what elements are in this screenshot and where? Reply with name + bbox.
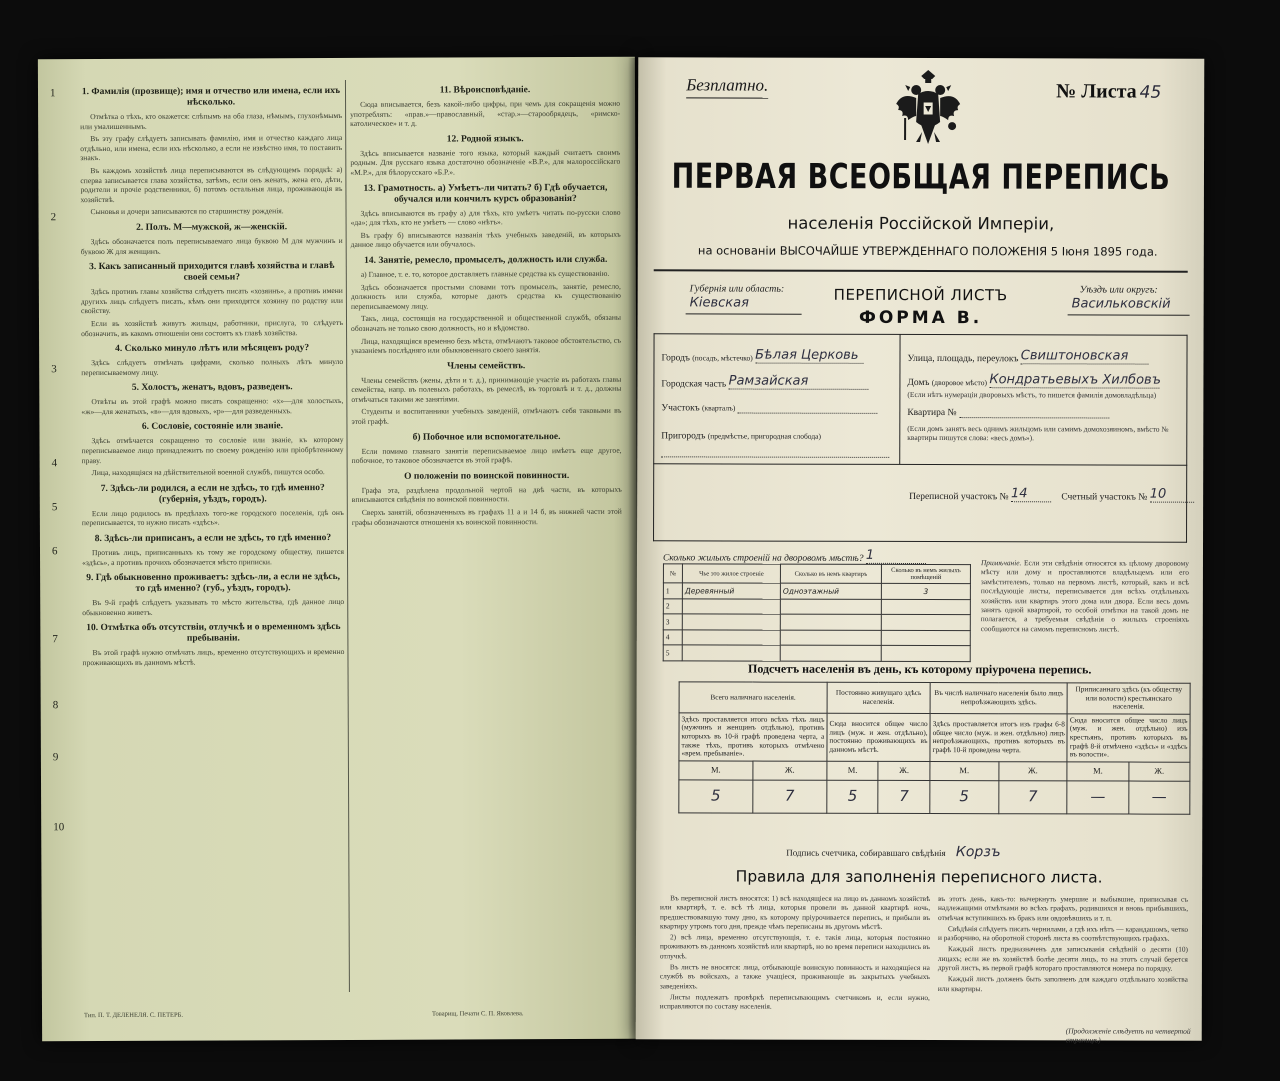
row-number: 3 — [663, 614, 682, 630]
header-cell: Въ числѣ наличнаго населенія было лицъ непроѣзжающихъ здѣсь. — [930, 683, 1067, 714]
form-title: ФОРМА В. — [858, 307, 983, 329]
paragraph: Въ этой графѣ нужно отмѣчать лицъ, временно отсутствующихъ и временно проживающихъ въ данномъ мѣстѣ. — [82, 647, 345, 668]
buildings-question — [663, 547, 926, 564]
count-cell[interactable]: 7 — [878, 780, 930, 813]
header-cell: Чье это жилое строеніе — [682, 564, 780, 583]
header-cell: Постоянно живущаго здѣсь населенія. — [827, 682, 930, 713]
house-note: (дворовое мѣсто) — [931, 378, 987, 388]
paragraph: Здѣсь вписывается названіе того языка, который каждый считаетъ своимъ родным. Для русскаго языка достаточно обозначеніе «В.Р.», для малороссійскаго «М.Р.», для бѣлорусскаго «Б.Р.». — [350, 147, 621, 177]
sex-label: Ж. — [998, 761, 1067, 780]
note-label: Примѣчаніе. — [980, 558, 1022, 568]
sex-label: Ж. — [753, 761, 827, 780]
city-field — [661, 347, 863, 364]
row-number: 4 — [663, 629, 682, 645]
rules-column-2 — [938, 894, 1188, 996]
suburb-label: Пригородъ — [661, 431, 706, 442]
signature-value[interactable]: Корзъ — [955, 844, 1001, 861]
page-subtitle: населенія Россійской Имперіи, — [787, 213, 1055, 234]
section-title: 5. Холостъ, женатъ, вдовъ, разведенъ. — [131, 382, 293, 394]
sheet-number-label: № Листа — [1056, 80, 1137, 103]
printer-imprint: Тип. П. Т. ДЕЛЕНЕЛЯ. С. ПЕТЕРБ. — [84, 1011, 184, 1020]
apartment-field — [907, 408, 1109, 419]
house-value: Кондратьевыхъ Хилбовъ — [989, 372, 1161, 388]
street-label: Улица, площадь, переулокъ — [907, 353, 1019, 365]
sheet-number-value: 45 — [1139, 82, 1162, 103]
suburb-input-line[interactable] — [661, 447, 889, 458]
paragraph: Лица, находящіяся на дѣйствительной военной службѣ, пишутся особо. — [91, 467, 325, 478]
count-cell[interactable]: 7 — [753, 780, 827, 813]
continued-note: (Продолженіе слѣдуетъ на четвертой страницѣ) — [1065, 1026, 1191, 1045]
margin-column-numbers — [50, 87, 76, 993]
owner-cell[interactable] — [682, 629, 780, 645]
count-cell[interactable]: 7 — [998, 780, 1067, 813]
street-value: Свиштоновская — [1020, 348, 1129, 364]
census-district-input[interactable] — [1011, 486, 1051, 502]
frame-right — [1186, 335, 1188, 543]
paragraph: Здѣсь вписываются въ графу а) для тѣхъ, кто умѣетъ читать по-русски слово «да»; для тѣхъ, кто не умѣетъ — слово «нѣтъ». — [350, 207, 621, 228]
count-cell[interactable]: 5 — [827, 780, 879, 813]
table-row — [663, 583, 970, 599]
paragraph: Лица, находящіяся временно безъ мѣста, отмѣчаютъ таковое обстоятельство, съ указаніемъ послѣдняго или обыкновеннаго своего занятія. — [351, 335, 622, 356]
section-title: 11. Вѣроисповѣданіе. — [439, 85, 531, 96]
suburb-note: (предмѣстье, пригородная слобода) — [707, 431, 821, 441]
buildings-input[interactable] — [866, 548, 926, 564]
count-district-value: 10 — [1149, 486, 1167, 502]
section-6 — [81, 421, 343, 478]
margin-number: 2 — [50, 211, 57, 224]
left-page — [38, 57, 639, 1042]
description-cell: Сюда вносится общее число лицъ (муж. и жен. отдѣльно), постоянно проживающихъ въ данномъ мѣстѣ. — [827, 713, 930, 761]
paragraph: Отмѣтка о тѣхъ, кто окажется: слѣпымъ на оба глаза, нѣмымъ, глухонѣмымъ или умалишеннымъ. — [80, 110, 343, 131]
paragraph: Здѣсь противъ главы хозяйства слѣдуетъ писать «хозяинъ», а противъ имени другихъ лицъ слѣдуетъ писать, кѣмъ они приходятся хозяину по родству или свойству. — [80, 286, 343, 316]
section-3 — [81, 261, 343, 338]
table-row — [679, 761, 1190, 781]
margin-number: 4 — [51, 457, 58, 470]
table-row — [663, 629, 970, 645]
rule-paragraph: Каждый листъ долженъ быть заполненъ для каждаго отдѣльнаго хозяйства или квартиры. — [937, 974, 1188, 993]
section-13 — [350, 182, 620, 250]
section-14 — [351, 255, 621, 356]
paragraph: Въ 9-й графѣ слѣдуетъ указывать то мѣсто жительства, гдѣ данное лицо обыкновенно живетъ. — [82, 597, 345, 617]
buildings-value: 1 — [865, 547, 875, 563]
rule-paragraph: Въ переписной листъ вносятся: 1) всѣ находящіеся на лицо въ данномъ хозяйствѣ или квартирѣ, т. е. всѣ тѣ лица, которыя провели въ данной квартирѣ ночь, предшествовавшую тому дню, къ которому пріурочивается перепись, и прибыли въ квартиру утромъ того дня, прежде чѣмъ переписаны въ другомъ мѣстѣ. — [660, 893, 931, 931]
free-of-charge-label: Безплатно. — [686, 75, 768, 98]
count-cell[interactable]: 5 — [930, 780, 999, 813]
paragraph: Сверхъ занятій, обозначенныхъ въ графахъ 11 а и 14 б, въ нижней части этой графы обозначаются отношенія къ воинской повинности. — [351, 506, 622, 527]
sex-label: Ж. — [1129, 762, 1190, 781]
district-input[interactable] — [738, 413, 878, 414]
section-title: 14. Занятіе, ремесло, промыселъ, должность или служба. — [364, 254, 608, 266]
divider — [654, 333, 1188, 335]
paragraph: Въ эту графу слѣдуетъ записывать фамилію, имя и отчество каждаго лица отдѣльно, или имена, если ихъ нѣсколько, а если не извѣстно имя, то поставить знакъ. — [80, 133, 343, 163]
margin-number: 10 — [53, 821, 65, 834]
section-title: 13. Грамотность. а) Умѣетъ-ли читать? б) Гдѣ обучается, обучался или кончилъ курсъ образованія? — [363, 182, 608, 205]
census-district-label: Переписной участокъ № — [909, 491, 1009, 503]
table-header — [679, 682, 1190, 714]
owner-cell[interactable] — [682, 614, 780, 630]
paragraph: Студенты и воспитанники учебныхъ заведеній, отмѣчаютъ себя таковыми въ этой графѣ. — [351, 406, 622, 427]
table-row — [663, 645, 970, 661]
section-9 — [82, 572, 344, 617]
paragraph: Въ каждомъ хозяйствѣ лица переписываются въ слѣдующемъ порядкѣ: а) сперва записывается глава хозяйства, затѣмъ, если онъ женатъ, жена его, дѣти, родители и прочіе родственники, б) потомъ остальныя лица, проживающія въ хозяйствѣ. — [80, 164, 343, 204]
header-cell: Всего наличнаго населенія. — [679, 682, 827, 713]
material-cell[interactable] — [780, 614, 881, 630]
row-number: 1 — [663, 583, 682, 599]
row-number: 5 — [663, 645, 682, 661]
section-title: 1. Фамилія (прозвище); имя и отчество или имена, если ихъ нѣсколько. — [81, 85, 341, 108]
divider — [653, 463, 1187, 465]
frame-left — [653, 333, 655, 541]
section-12 — [350, 134, 620, 178]
buildings-table — [663, 563, 971, 661]
header-cell: № — [663, 564, 682, 583]
house-field — [907, 372, 1159, 389]
paragraph: Противъ лицъ, приписанныхъ къ тому же городскому обществу, пишется «здѣсь», а противъ прочихъ обозначается мѣсто приписки. — [82, 547, 345, 567]
house-help: (Если нѣтъ нумераціи дворовыхъ мѣстъ, то пишется фамилія домовладѣльца) — [907, 389, 1157, 400]
city-value: Бѣлая Церковь — [755, 347, 859, 363]
section-2 — [81, 222, 343, 256]
section-title: 12. Родной языкъ. — [446, 133, 524, 145]
double-headed-eagle-icon — [894, 70, 962, 160]
count-cell[interactable]: — — [1067, 781, 1128, 814]
count-cell[interactable] — [881, 630, 970, 646]
rules-column-1 — [660, 893, 930, 1013]
rules-title: Правила для заполненія переписного листа. — [735, 867, 1103, 887]
count-cell[interactable] — [881, 599, 970, 615]
header-cell: Сколько въ немъ квартиръ — [780, 564, 881, 583]
signature-label: Подпись счетчика, собиравшаго свѣдѣнія — [786, 847, 946, 859]
header-cell: Сколько въ немъ жилыхъ помѣщеній — [881, 564, 970, 583]
sheet-number — [1056, 80, 1161, 103]
rule-paragraph: 2) всѣ лица, временно отсутствующія, т. е. такія лица, которыя постоянно проживаютъ въ данномъ хозяйствѣ или квартирѣ, но во время переписи находились въ отлучкѣ. — [659, 932, 930, 961]
section-title: 10. Отмѣтка объ отсутствіи, отлучкѣ и о временномъ здѣсь пребываніи. — [86, 622, 341, 645]
apartment-label: Квартира № — [907, 407, 957, 419]
margin-number: 3 — [51, 363, 57, 376]
census-district-field — [909, 486, 1194, 503]
census-district-value: 14 — [1010, 486, 1028, 502]
part-input[interactable] — [729, 373, 869, 389]
owner-cell[interactable]: Деревянный — [682, 583, 780, 599]
uezd-value[interactable]: Васильковскій — [1068, 296, 1190, 315]
paragraph: Отвѣты въ этой графѣ можно писать сокращенно: «х»—для холостыхъ, «ж»—для женатыхъ, «в»—для вдовыхъ, «р»—для разведенныхъ. — [81, 396, 344, 416]
margin-number: 5 — [51, 501, 58, 514]
rule-paragraph: Въ листъ не вносятся: лица, отбывающіе воинскую повинность и находящіеся на службѣ въ войскахъ, а также учащіеся, проживающіе въ закрытыхъ учебныхъ заведеніяхъ. — [659, 962, 930, 991]
house-label: Домъ — [907, 377, 930, 389]
paragraph: Если лицо родилось въ предѣлахъ того-же городского поселенія, гдѣ онъ переписывается, то нужно писать «здѣсь». — [81, 507, 344, 528]
sex-label: М. — [827, 761, 879, 780]
material-cell[interactable] — [780, 630, 881, 646]
printer-imprint-2: Товарищ. Печати С. П. Яковлева. — [432, 1010, 524, 1018]
province-label: Губернія или область: — [689, 283, 785, 295]
paragraph: Здѣсь слѣдуетъ отмѣчать цифрами, сколько полныхъ лѣтъ минуло переписываемому лицу. — [81, 357, 344, 377]
section-11 — [350, 85, 620, 129]
divider — [654, 269, 1188, 272]
part-label: Городская часть — [661, 379, 727, 390]
material-cell[interactable] — [780, 645, 881, 661]
paragraph: Графа эта, раздѣлена продольной чертой на двѣ части, въ которыхъ вписываются свѣдѣнія по воинской повинности. — [351, 484, 622, 505]
section-title: 7. Здѣсь-ли родился, а если не здѣсь, то гдѣ именно? (губернія, уѣздъ, городъ). — [100, 482, 325, 505]
paragraph: Сюда вписывается, безъ какой-либо цифры, при чемъ для сокращенія можно употреблять: «прав.»—православный, «стар.»—старообрядецъ, «римско-католическое» и т. д. — [350, 98, 621, 129]
section-10 — [82, 622, 344, 667]
right-page — [636, 57, 1205, 1045]
section-title: 4. Сколько минуло лѣтъ или мѣсяцевъ роду? — [115, 343, 310, 355]
sex-label: М. — [930, 761, 999, 780]
buildings-label: Сколько жилыхъ строеній на дворовомъ мѣстѣ? — [662, 553, 864, 564]
street-field — [907, 348, 1148, 365]
count-cell[interactable]: 3 — [881, 583, 970, 599]
section-title: б) Побочное или вспомогательное. — [412, 431, 561, 443]
suburb-field — [661, 431, 821, 441]
section-title: 9. Гдѣ обыкновенно проживаетъ: здѣсь-ли, а если не здѣсь, то гдѣ именно? (губ., уѣздъ, городъ). — [86, 572, 341, 595]
paragraph: Если помимо главнаго занятія переписываемое лицо имѣетъ еще другое, побочное, то таковое обозначается въ этой графѣ. — [351, 445, 622, 466]
table-row — [663, 614, 970, 630]
section-4 — [81, 343, 343, 377]
description-cell: Здѣсь проставляется итогъ изъ графы 6-8 общее число (муж. и жен. отдѣльно) лицъ непроѣзжающихъ, противъ которыхъ въ графѣ 10-й проведена черта. — [930, 713, 1067, 761]
section-family-members — [351, 360, 621, 426]
margin-number: 8 — [52, 699, 59, 712]
owner-cell[interactable] — [682, 598, 780, 614]
part-field — [661, 373, 868, 390]
street-input[interactable] — [1021, 348, 1149, 364]
sex-label: Ж. — [878, 761, 930, 780]
count-cell[interactable] — [881, 645, 970, 661]
section-title: О положеніи по воинской повинности. — [404, 470, 570, 482]
section-secondary-occupation — [351, 431, 621, 465]
rule-paragraph: въ этотъ день, какъ-то: вычеркнуть умершие и выбывшие, приписывая съ надлежащими отмѣтками во всѣхъ графахъ, родившихся и вновь прибывшихъ, отмѣчая вступившихъ въ бракъ или овдовѣвшихъ и т. п. — [938, 894, 1189, 923]
population-count-table — [678, 681, 1190, 814]
instructions-column-2 — [350, 79, 624, 992]
count-title: Подсчетъ населенія въ день, къ которому пріурочена перепись. — [747, 661, 1092, 677]
section-title: Члены семействъ. — [447, 360, 526, 372]
table-header — [663, 564, 970, 584]
page-title: ПЕРВАЯ ВСЕОБЩАЯ ПЕРЕПИСЬ — [671, 157, 1171, 198]
province-value[interactable]: Кіевская — [686, 295, 802, 314]
paragraph: Сыновья и дочери записываются по старшинству рожденія. — [90, 206, 284, 217]
frame-middle — [899, 334, 900, 464]
section-military — [352, 471, 622, 528]
owner-cell[interactable] — [682, 645, 780, 661]
description-cell: Здѣсь проставляется итого всѣхъ тѣхъ лицъ (мужчинъ и женщинъ отдѣльно), противъ которыхъ въ 10-й графѣ проведена черта, а также тѣхъ, противъ которыхъ отмѣчено «врем. пребываніе». — [679, 713, 827, 761]
sheet-title: ПЕРЕПИСНОЙ ЛИСТЪ — [833, 285, 1008, 305]
sex-label: М. — [679, 761, 753, 780]
paragraph: Такъ, лица, состоящія на государственной и общественной службѣ, обязаны обозначать не только свою должность, но и вѣдомство. — [351, 313, 622, 333]
section-title: 6. Сословіе, состояніе или званіе. — [141, 421, 284, 433]
column-divider — [345, 80, 350, 992]
city-note: (посадъ, мѣстечко) — [692, 353, 753, 363]
house-input[interactable] — [989, 372, 1159, 388]
table-row — [679, 780, 1190, 814]
paragraph: Здѣсь обозначается простыми словами тотъ промыселъ, занятіе, ремесло, должность или служба, которые даютъ средства къ существованію переписываемому лицу. — [350, 281, 621, 311]
count-district-input[interactable] — [1150, 487, 1194, 503]
legal-basis: на основаніи ВЫСОЧАЙШЕ УТВЕРЖДЕННАГО ПОЛОЖЕНІЯ 5 Іюня 1895 года. — [697, 243, 1158, 259]
paragraph: Въ графу б) вписываются названія тѣхъ учебныхъ заведеній, въ которыхъ данное лицо обучается или обучалось. — [350, 229, 621, 250]
paragraph: а) Главное, т. е. то, которое доставляетъ главные средства къ существованію. — [360, 268, 610, 279]
count-cell[interactable]: — — [1128, 781, 1189, 814]
count-district-label: Счетный участокъ № — [1061, 492, 1148, 503]
district-label: Участокъ — [661, 403, 700, 414]
paragraph: Здѣсь обозначается полъ переписываемаго лица буквою М для мужчинъ и буквою Ж для женщинъ. — [80, 235, 343, 256]
frame-bottom — [653, 540, 1187, 542]
apartment-input[interactable] — [959, 417, 1109, 418]
rule-paragraph: Листы подлежатъ провѣркѣ переписывающимъ счетчикомъ и, если нужно, исправляются по составу населенія. — [659, 992, 930, 1011]
instructions-column-1 — [80, 80, 346, 993]
header-cell: Приписаннаго здѣсь (къ обществу или волости) крестьянскаго населенія. — [1067, 683, 1190, 714]
section-8 — [82, 533, 344, 567]
city-label: Городъ — [661, 353, 690, 364]
paragraph: Если въ хозяйствѣ живутъ жильцы, работники, прислуга, то слѣдуетъ обозначить, въ какомъ отношеніи они состоятъ къ главѣ хозяйства. — [81, 317, 344, 338]
buildings-note — [981, 558, 1189, 634]
count-cell[interactable]: 5 — [679, 780, 753, 813]
margin-number: 9 — [52, 751, 59, 764]
table-row — [679, 713, 1190, 762]
row-number: 2 — [663, 598, 682, 614]
margin-number: 1 — [49, 87, 56, 100]
count-cell[interactable] — [881, 614, 970, 630]
district-note: (кварталъ) — [701, 403, 736, 413]
material-cell[interactable]: Одноэтажный — [780, 583, 881, 599]
rule-paragraph: Свѣдѣнія слѣдуетъ писать чернилами, а гдѣ ихъ нѣтъ — карандашомъ, четко и разборчиво, на оборотной сторонѣ листа въ соотвѣтствующихъ графахъ. — [937, 923, 1189, 943]
material-cell[interactable] — [780, 599, 881, 615]
table-row — [663, 598, 970, 614]
paragraph: Члены семействъ (жены, дѣти и т. д.), принимающіе участіе въ работахъ главы семейства, напр. въ полевыхъ работахъ, въ ремеслѣ, въ торговлѣ и т. д., должны отмѣчаться такими же занятіями. — [351, 374, 622, 404]
description-cell: Сюда вносится общее число лицъ (муж. и жен. отдѣльно) изъ крестьянъ, противъ которыхъ въ графѣ 8-й отмѣчено «здѣсь» и «здѣсь въ волости». — [1067, 714, 1190, 762]
enumerator-signature — [786, 844, 1001, 861]
section-5 — [81, 382, 343, 416]
section-title: 3. Какъ записанный приходится главѣ хозяйства и главѣ своей семьи? — [89, 261, 335, 283]
city-input[interactable] — [755, 348, 863, 364]
section-title: 2. Полъ. М—мужской, ж—женскій. — [136, 222, 288, 233]
note-text: Если эти свѣдѣнія относятся къ цѣлому дворовому мѣсту или дому и проставляются владѣльцемъ или его замѣстителемъ, только на первомъ листѣ, который, какъ и всѣ послѣдующіе листы, переписывается для всѣхъ отдѣльныхъ хозяйствъ или квартиръ этого дома или двора. Если весь домъ занятъ одной квартирой, то особой отмѣтки на такой домъ не полагается, а требуемыя свѣдѣнія о жилыхъ строеніяхъ сообщаются на самомъ переписномъ листѣ. — [980, 558, 1189, 634]
paragraph: Здѣсь отмѣчается сокращенно то сословіе или званіе, къ которому переписываемое лицо принадлежитъ по своему рожденію или пріобрѣтенному праву. — [81, 435, 344, 465]
uezd-label: Уѣздъ или округъ: — [1079, 284, 1158, 296]
section-7 — [82, 483, 344, 528]
part-value: Рамзайская — [728, 373, 809, 389]
apartment-help: (Если домъ занятъ весь однимъ жильцомъ или самимъ домохозяиномъ, вмѣсто № квартиры пишутся слова: «весь домъ»). — [907, 423, 1169, 443]
section-title: 8. Здѣсь-ли приписанъ, а если не здѣсь, то гдѣ именно? — [94, 533, 332, 545]
rule-paragraph: Каждый листъ предназначенъ для записыванія свѣдѣній о десяти (10) лицахъ; если же въ хозяйствѣ болѣе десяти лицъ, то на этотъ случай берется другой листъ, въ первой графѣ котораго проставляются номера по порядку. — [937, 944, 1188, 973]
margin-number: 6 — [51, 545, 58, 558]
margin-number: 7 — [52, 633, 58, 646]
sex-label: М. — [1067, 762, 1128, 781]
district-field — [661, 403, 877, 414]
section-1 — [80, 86, 343, 217]
